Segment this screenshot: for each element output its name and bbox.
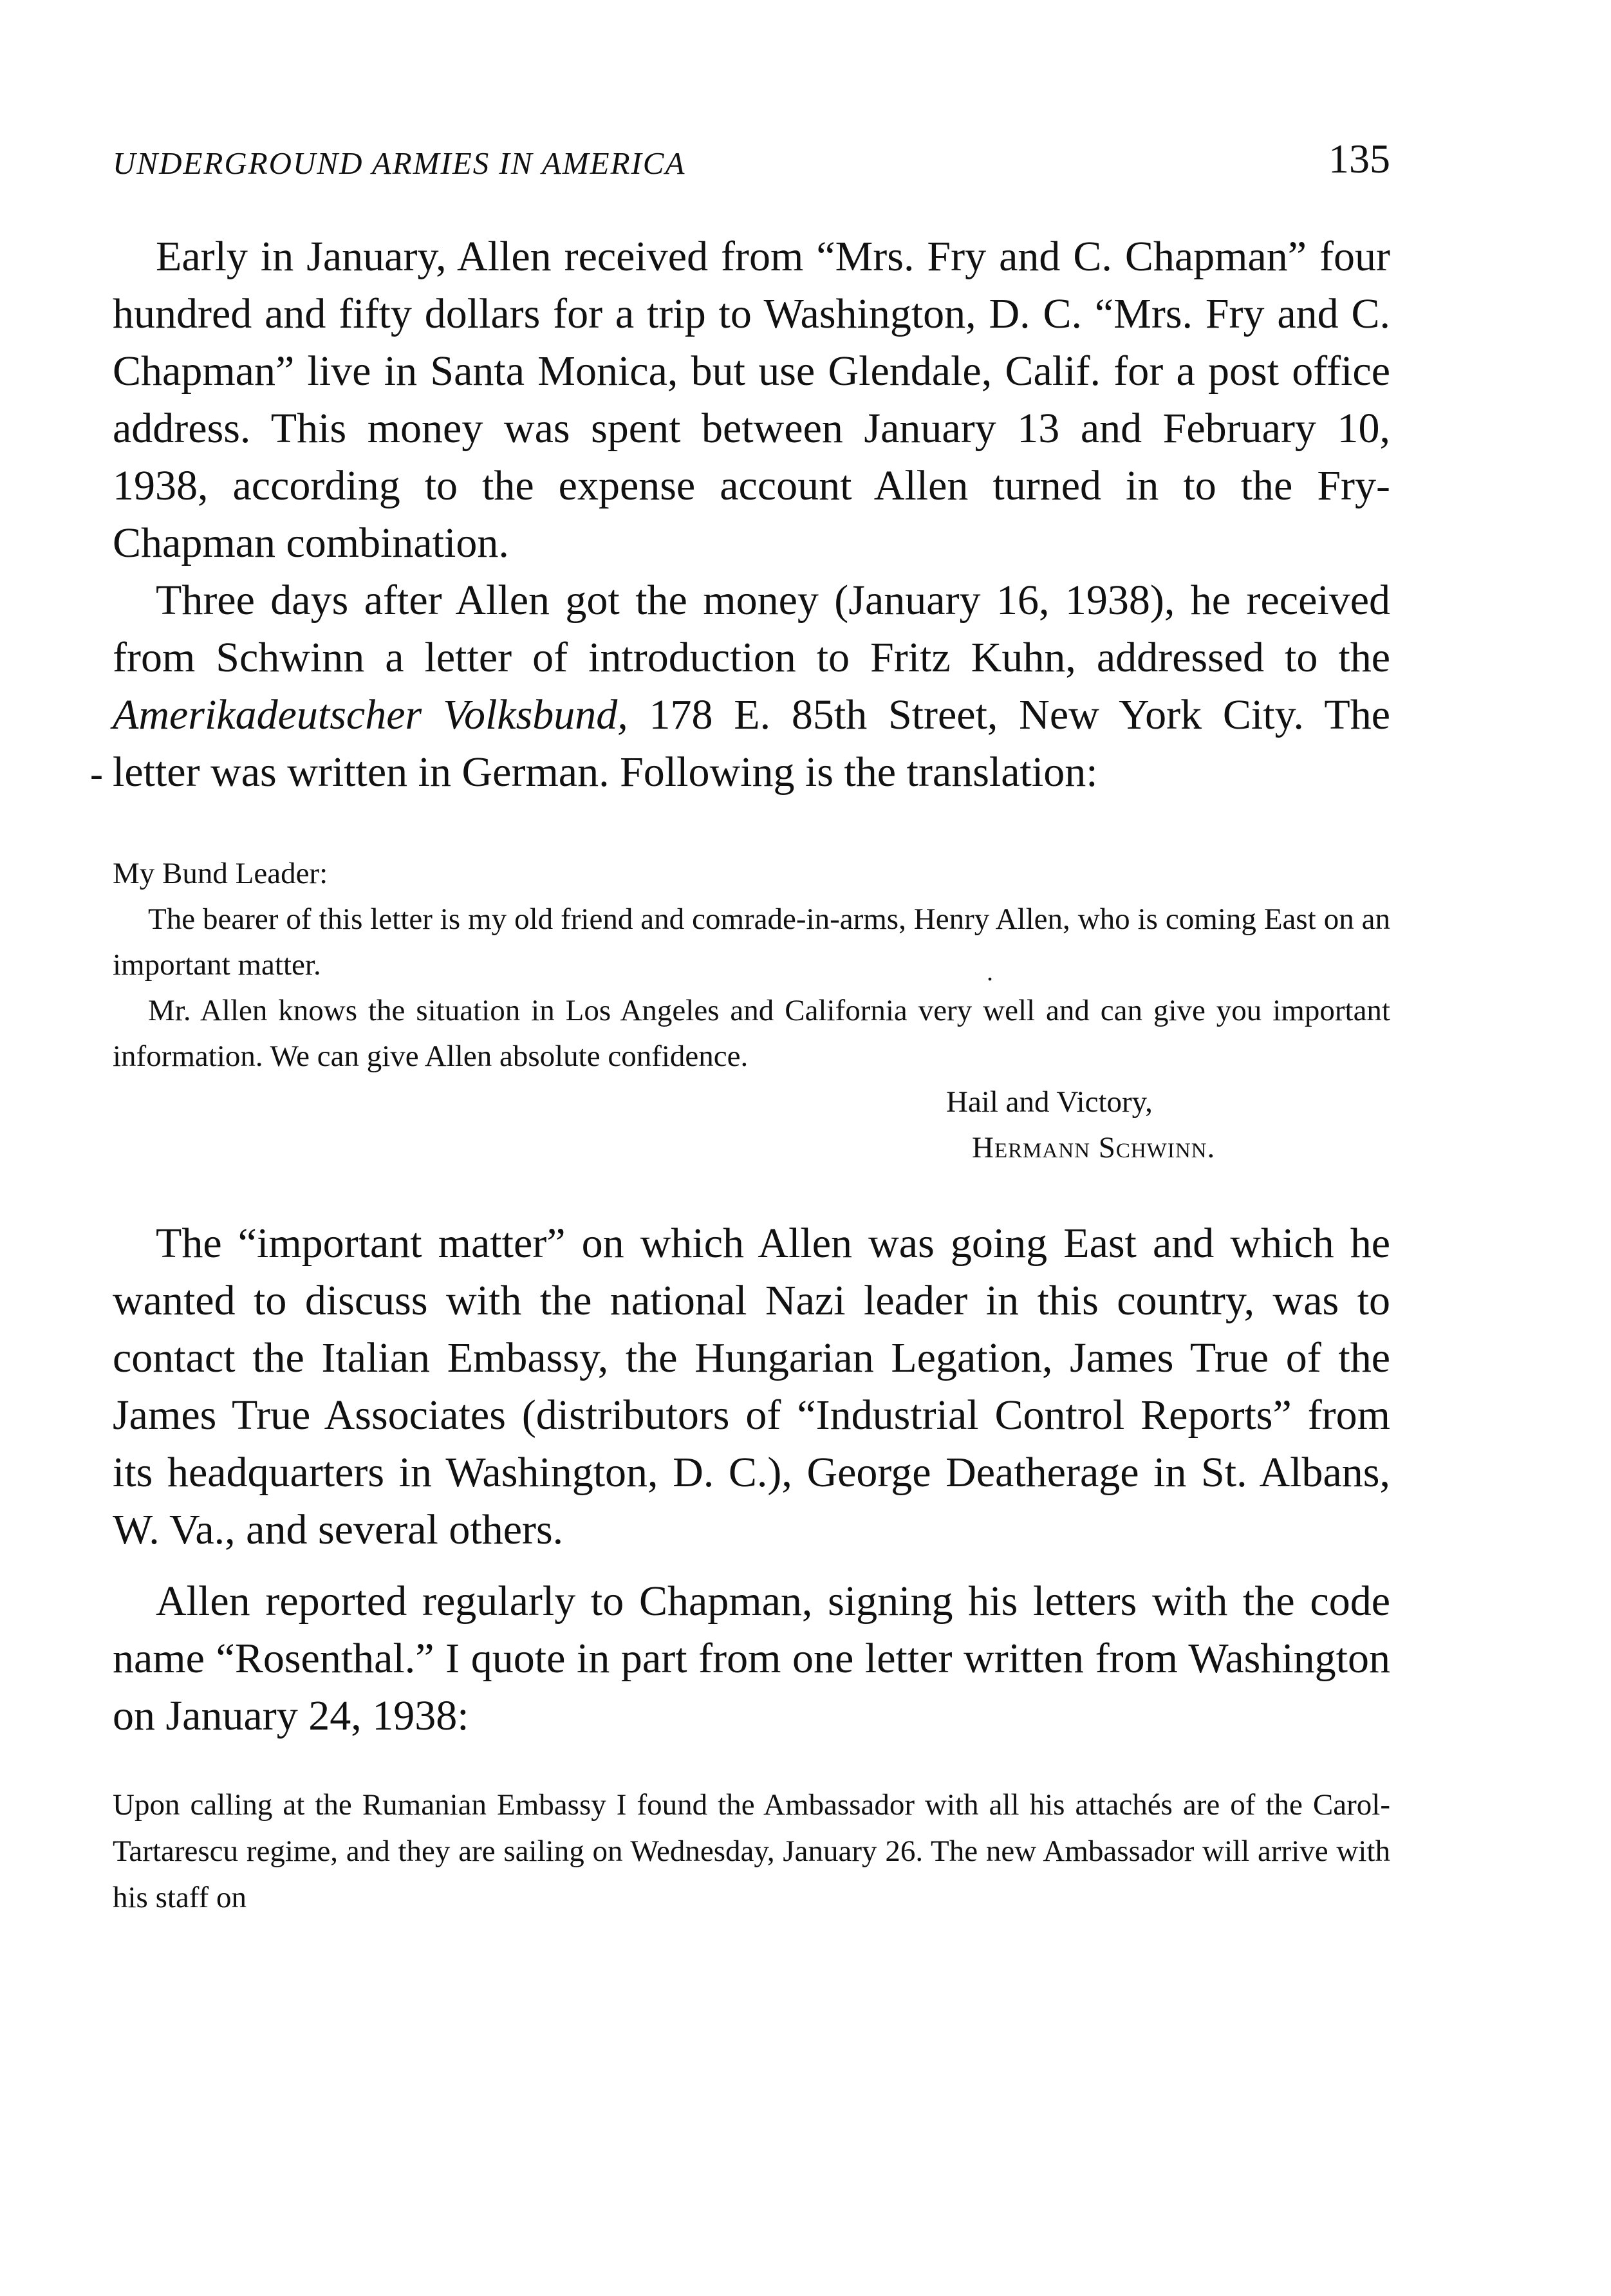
letter-salutation: My Bund Leader: <box>113 857 328 890</box>
letter-paragraph-2 <box>113 988 1390 1079</box>
paragraph-3 <box>113 1215 1390 1558</box>
letter-paragraph-2-text: Mr. Allen knows the situation in Los Angeles and California very well and can give you important information. We can give Allen absolute confidence. <box>113 994 1390 1073</box>
running-header <box>113 129 1390 193</box>
quoted-letter-text: Upon calling at the Rumanian Embassy I found the Ambassador with all his attachés are of the Carol-Tartarescu regime, and they are sailing on Wednesday, January 26. The new Ambassador will arrive with his staff on <box>113 1788 1390 1914</box>
paragraph-4-text: Allen reported regularly to Chapman, signing his letters with the code name “Rosenthal.” I quote in part from one letter written from Washington on January 24, 1938: <box>113 1578 1390 1739</box>
letter-paragraph-1 <box>113 897 1390 988</box>
paragraph-2 <box>113 572 1390 801</box>
letter-signature: Hermann Schwinn. <box>972 1131 1216 1164</box>
quoted-letter-excerpt <box>113 1782 1390 1921</box>
paragraph-2-text-start: Three days after Allen got the money (January 16, 1938), he received from Schwinn a letter of introduction to Fritz Kuhn, addressed to the <box>113 577 1390 681</box>
book-page <box>113 129 1390 2189</box>
translated-letter <box>113 851 1390 1171</box>
paragraph-1 <box>113 228 1390 572</box>
paragraph-3-text: The “important matter” on which Allen was going East and which he wanted to discuss with the national Nazi leader in this country, was to contact the Italian Embassy, the Hungarian Legation, James True of the James True Associates (distributors of “Industrial Control Reports” from its headquarters in Washington, D. C.), George Deatherage in St. Albans, W. Va., and several others. <box>113 1220 1390 1553</box>
stray-dot-mark: . <box>987 957 993 986</box>
letter-valediction: Hail and Victory, <box>946 1085 1153 1119</box>
volksbund-title: Amerikadeutscher Volksbund, <box>113 691 628 738</box>
letter-paragraph-1-text: The bearer of this letter is my old friend and comrade-in-arms, Henry Allen, who is coming East on an important matter. <box>113 902 1390 982</box>
paragraph-1-text: Early in January, Allen received from “Mrs. Fry and C. Chapman” four hundred and fifty dollars for a trip to Washington, D. C. “Mrs. Fry and C. Chapman” live in Santa Monica, but use Glendale, Calif. for a post office address. This money was spent between January 13 and February 10, 1938, according to the expense account Allen turned in to the Fry-Chapman combination. <box>113 233 1390 566</box>
page-number: 135 <box>1328 136 1390 182</box>
margin-dash-mark: - <box>90 752 103 795</box>
running-header-title: UNDERGROUND ARMIES IN AMERICA <box>113 145 686 181</box>
paragraph-2-text-end: 178 E. 85th Street, New York City. The letter was written in German. Following is the translation: <box>113 691 1390 796</box>
paragraph-4 <box>113 1573 1390 1744</box>
